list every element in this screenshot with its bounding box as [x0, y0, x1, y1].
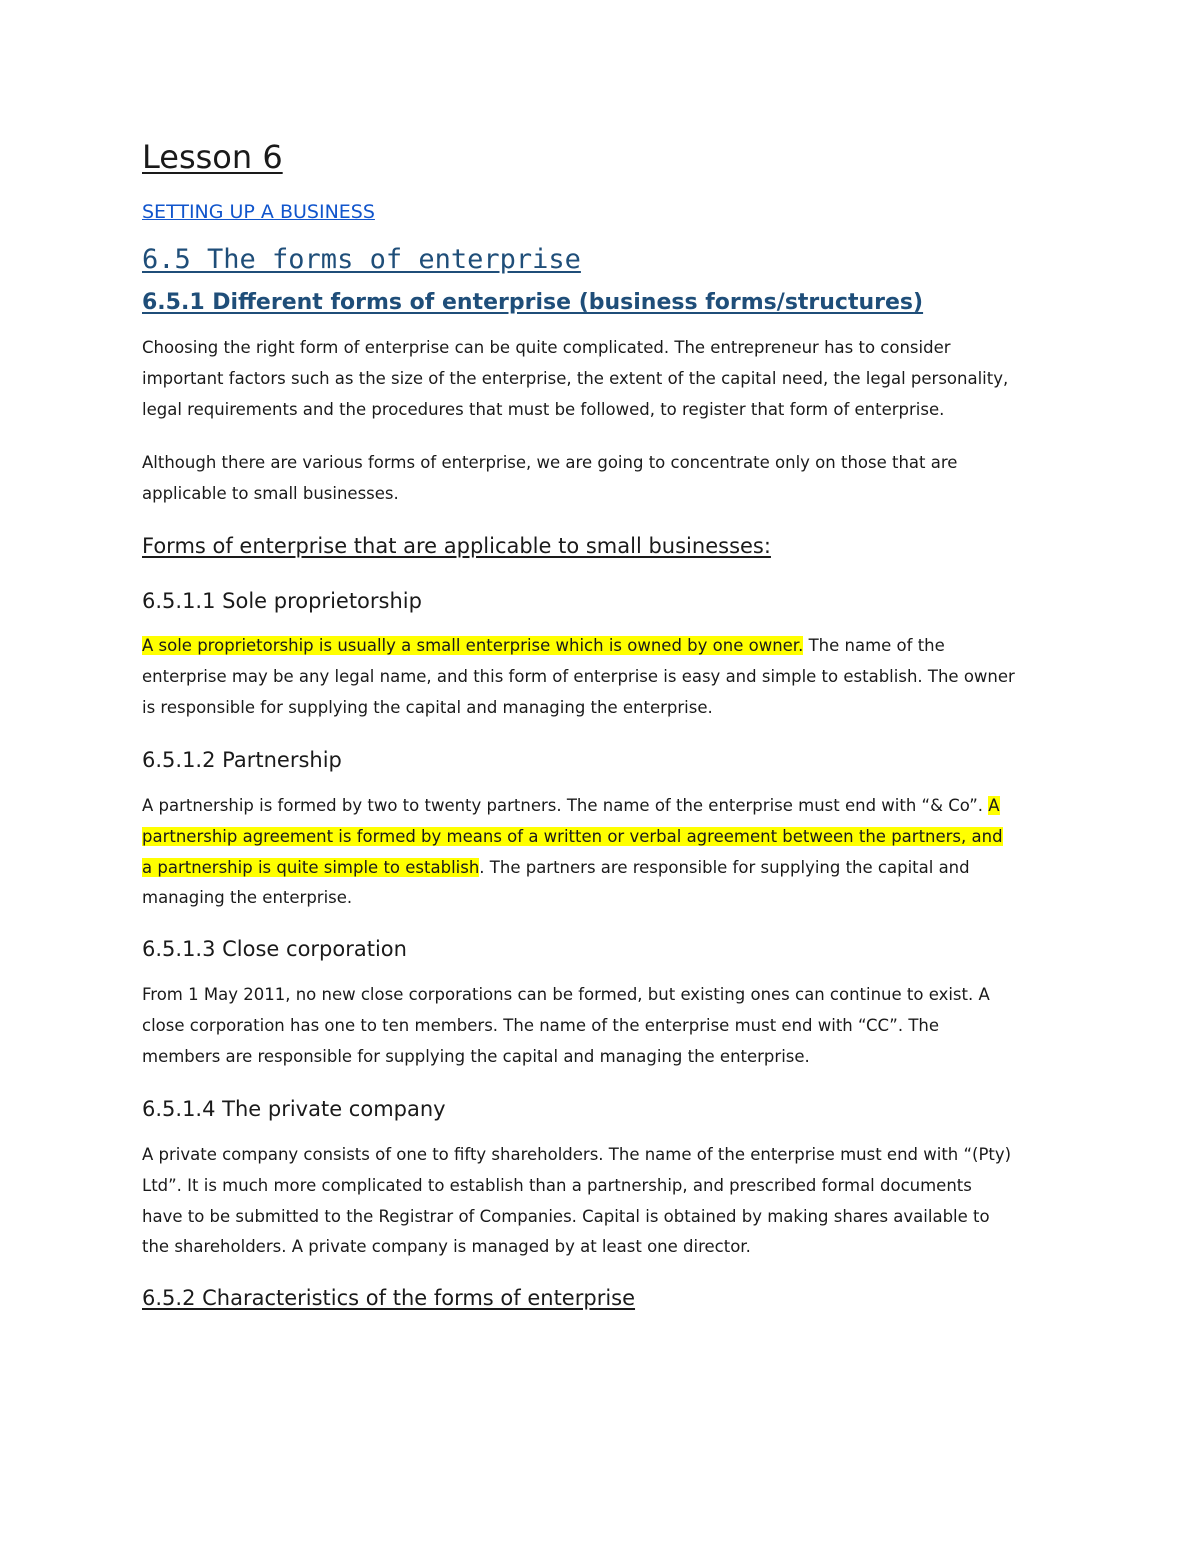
heading-6-5-2: 6.5.2 Characteristics of the forms of enterprise — [142, 1286, 636, 1310]
text-line: have to be submitted to the Registrar of Companies. Capital is obtained by making shares available to — [142, 1206, 990, 1226]
heading-6-5-1: 6.5.1 Different forms of enterprise (business forms/structures) — [142, 290, 924, 315]
close-corporation-paragraph — [142, 980, 1060, 1072]
text-line — [142, 631, 1060, 662]
partnership-heading: 6.5.1.2 Partnership — [142, 748, 342, 772]
setting-up-business-link[interactable]: SETTING UP A BUSINESS — [142, 201, 375, 223]
lesson-title: Lesson 6 — [142, 138, 283, 176]
intro-paragraph-1 — [142, 333, 1060, 425]
highlighted-text: a partnership is quite simple to establish — [142, 857, 480, 877]
text-line: important factors such as the size of the enterprise, the extent of the capital need, the legal personality, — [142, 368, 1009, 388]
text-line — [142, 822, 1060, 853]
partnership-paragraph — [142, 791, 1060, 914]
text-line: Choosing the right form of enterprise can be quite complicated. The entrepreneur has to consider — [142, 338, 951, 357]
highlighted-text: A sole proprietorship is usually a small enterprise which is owned by one owner. — [142, 636, 804, 655]
text-line: managing the enterprise. — [142, 888, 353, 908]
private-company-paragraph — [142, 1140, 1060, 1263]
plain-text: A partnership is formed by two to twenty partners. The name of the enterprise must end with “& Co”. — [142, 796, 989, 815]
sole-proprietorship-paragraph — [142, 631, 1060, 723]
plain-text: The name of the — [803, 636, 945, 655]
text-line: enterprise may be any legal name, and this form of enterprise is easy and simple to establish. The owner — [142, 666, 1015, 686]
text-line: the shareholders. A private company is managed by at least one director. — [142, 1237, 751, 1257]
text-line: From 1 May 2011, no new close corporations can be formed, but existing ones can continue to exist. A — [142, 985, 990, 1004]
sole-proprietorship-heading: 6.5.1.1 Sole proprietorship — [142, 589, 422, 613]
text-line — [142, 791, 1060, 822]
forms-applicable-heading: Forms of enterprise that are applicable to small businesses: — [142, 534, 771, 558]
text-line: A private company consists of one to fifty shareholders. The name of the enterprise must end with “(Pty) — [142, 1145, 1012, 1164]
heading-6-5: 6.5 The forms of enterprise — [142, 244, 581, 275]
text-line: Although there are various forms of enterprise, we are going to concentrate only on those that are — [142, 453, 958, 472]
text-line: is responsible for supplying the capital and managing the enterprise. — [142, 697, 713, 717]
text-line: members are responsible for supplying the capital and managing the enterprise. — [142, 1046, 810, 1066]
close-corporation-heading: 6.5.1.3 Close corporation — [142, 937, 407, 961]
text-line: Ltd”. It is much more complicated to establish than a partnership, and prescribed formal documents — [142, 1175, 972, 1195]
intro-paragraph-2 — [142, 448, 1060, 510]
highlighted-text: partnership agreement is formed by means of a written or verbal agreement between the partners, and — [142, 826, 1003, 846]
private-company-heading: 6.5.1.4 The private company — [142, 1097, 446, 1121]
text-line — [142, 853, 1060, 884]
text-line: legal requirements and the procedures that must be followed, to register that form of enterprise. — [142, 399, 945, 419]
text-line: applicable to small businesses. — [142, 483, 399, 503]
text-line: close corporation has one to ten members. The name of the enterprise must end with “CC”. The — [142, 1015, 940, 1035]
plain-text: . The partners are responsible for supplying the capital and — [479, 857, 970, 877]
highlighted-text: A — [988, 796, 1000, 815]
